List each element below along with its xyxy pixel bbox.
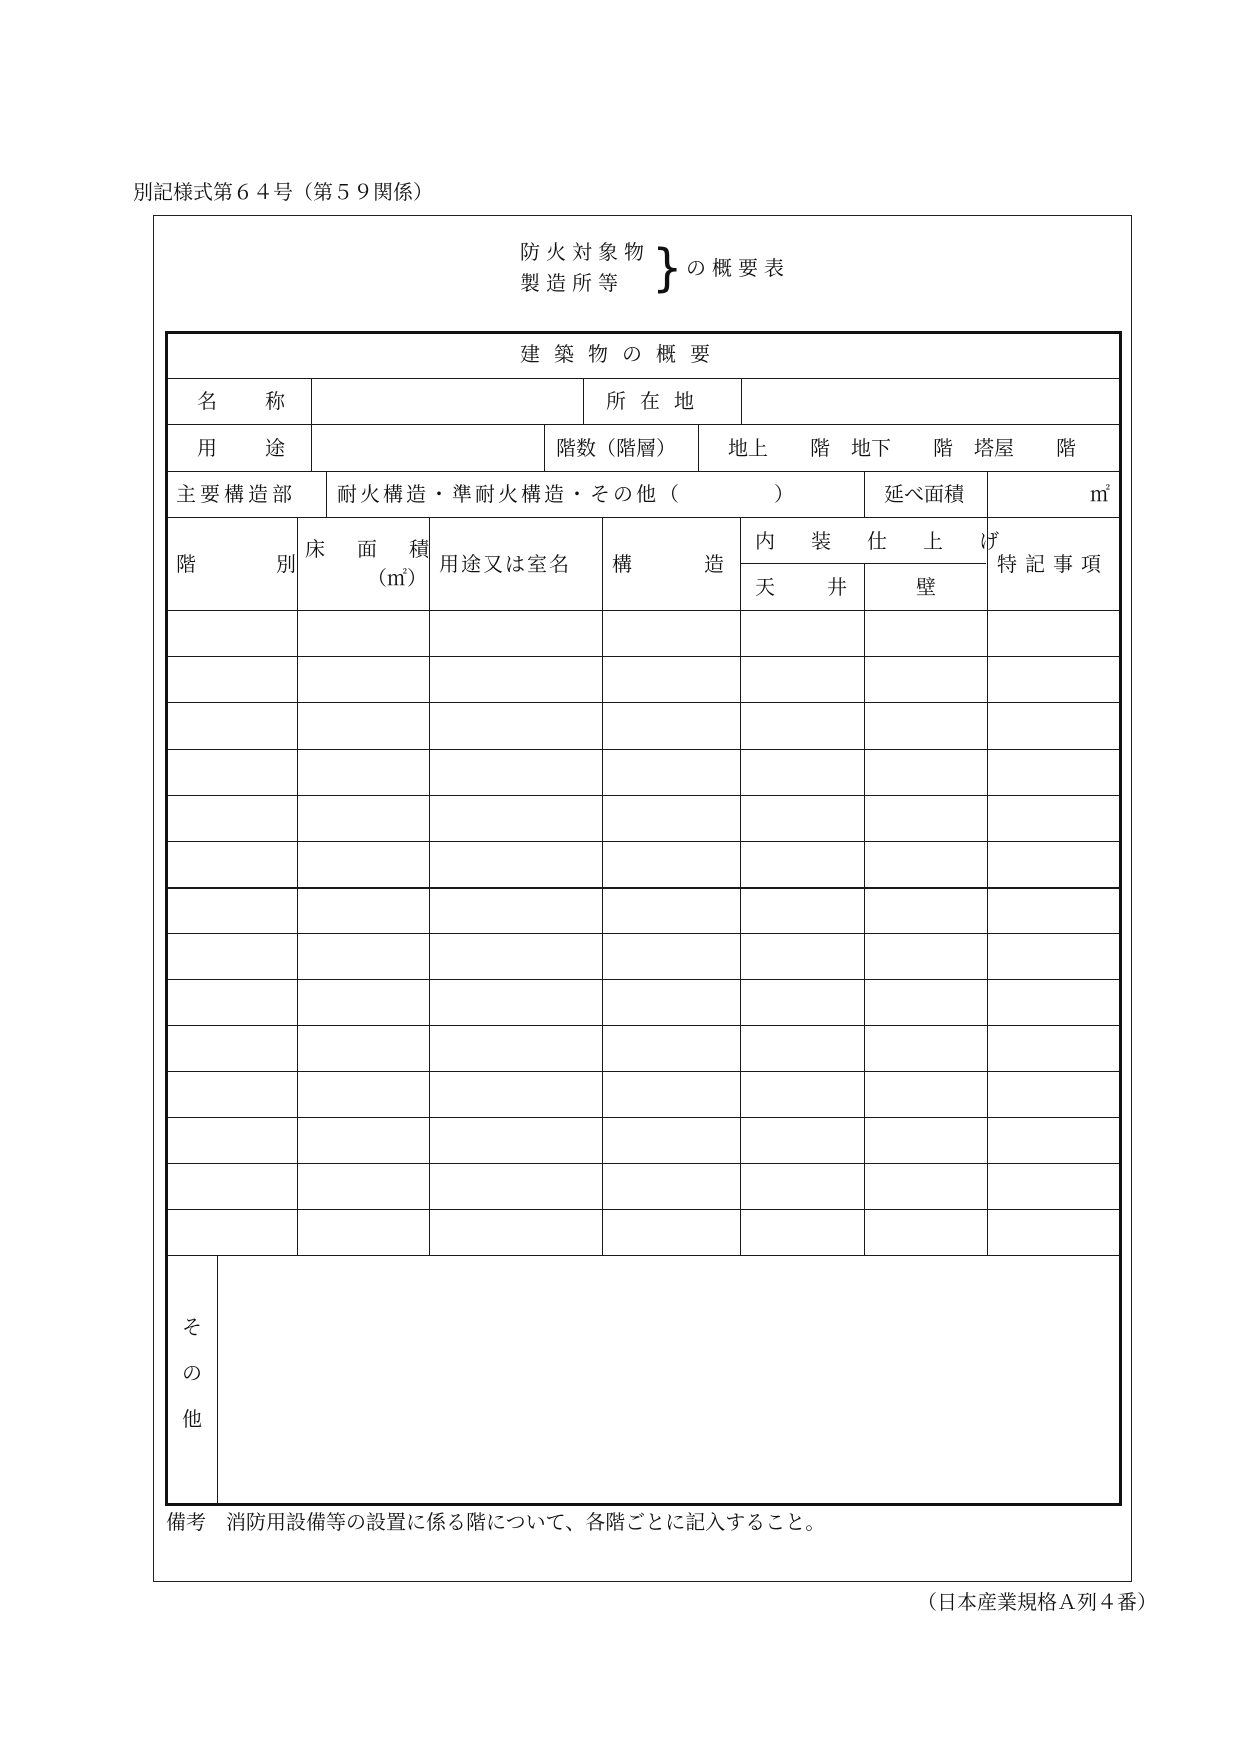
form-number: 別記様式第６４号（第５９関係） <box>133 180 433 204</box>
location-field[interactable] <box>742 379 1118 423</box>
below-ground-label: 地下 <box>851 436 891 460</box>
penthouse-floor-unit: 階 <box>1056 436 1076 460</box>
other-field[interactable] <box>219 1257 1118 1501</box>
main-structure-label: 主要構造部 <box>176 482 296 506</box>
col-ceiling: 天 井 <box>755 575 863 599</box>
col-wall: 壁 <box>916 575 936 599</box>
name-field[interactable] <box>312 379 582 423</box>
other-label-3: 他 <box>182 1407 202 1431</box>
total-area-unit: ㎡ <box>1090 482 1110 506</box>
col-use-room: 用途又は室名 <box>439 552 571 576</box>
col-interior-finish: 内 装 仕 上 げ <box>755 529 1007 553</box>
penthouse-label: 塔屋 <box>974 436 1014 460</box>
floors-label: 階数（階層） <box>556 436 676 460</box>
section-heading: 建築物の概要 <box>520 342 724 366</box>
col-floor-area-unit: （㎡） <box>367 566 427 590</box>
title-line2: 製造所等 <box>520 271 624 295</box>
above-floor-unit: 階 <box>810 436 830 460</box>
col-structure: 構 造 <box>612 552 750 576</box>
use-field[interactable] <box>312 425 543 470</box>
below-floor-unit: 階 <box>933 436 953 460</box>
footer-paper-size: （日本産業規格Ａ列４番） <box>917 1590 1157 1614</box>
col-notes: 特記事項 <box>997 552 1109 576</box>
title-line1: 防火対象物 <box>520 240 650 264</box>
other-label-2: の <box>182 1361 202 1385</box>
total-area-label: 延べ面積 <box>884 482 964 506</box>
other-label-1: そ <box>182 1315 202 1339</box>
remarks: 備考 消防用設備等の設置に係る階について、各階ごとに記入すること。 <box>166 1510 826 1534</box>
col-floor: 階 別 <box>176 552 326 576</box>
location-label: 所在地 <box>606 389 708 413</box>
above-ground-label: 地上 <box>728 436 768 460</box>
structure-options[interactable]: 耐火構造・準耐火構造・その他（ ） <box>337 482 797 506</box>
brace-icon: } <box>652 238 683 298</box>
title-suffix: の概要表 <box>686 256 790 280</box>
col-floor-area: 床 面 積 <box>305 537 435 561</box>
name-label: 名 称 <box>197 389 299 413</box>
use-label: 用 途 <box>197 436 299 460</box>
